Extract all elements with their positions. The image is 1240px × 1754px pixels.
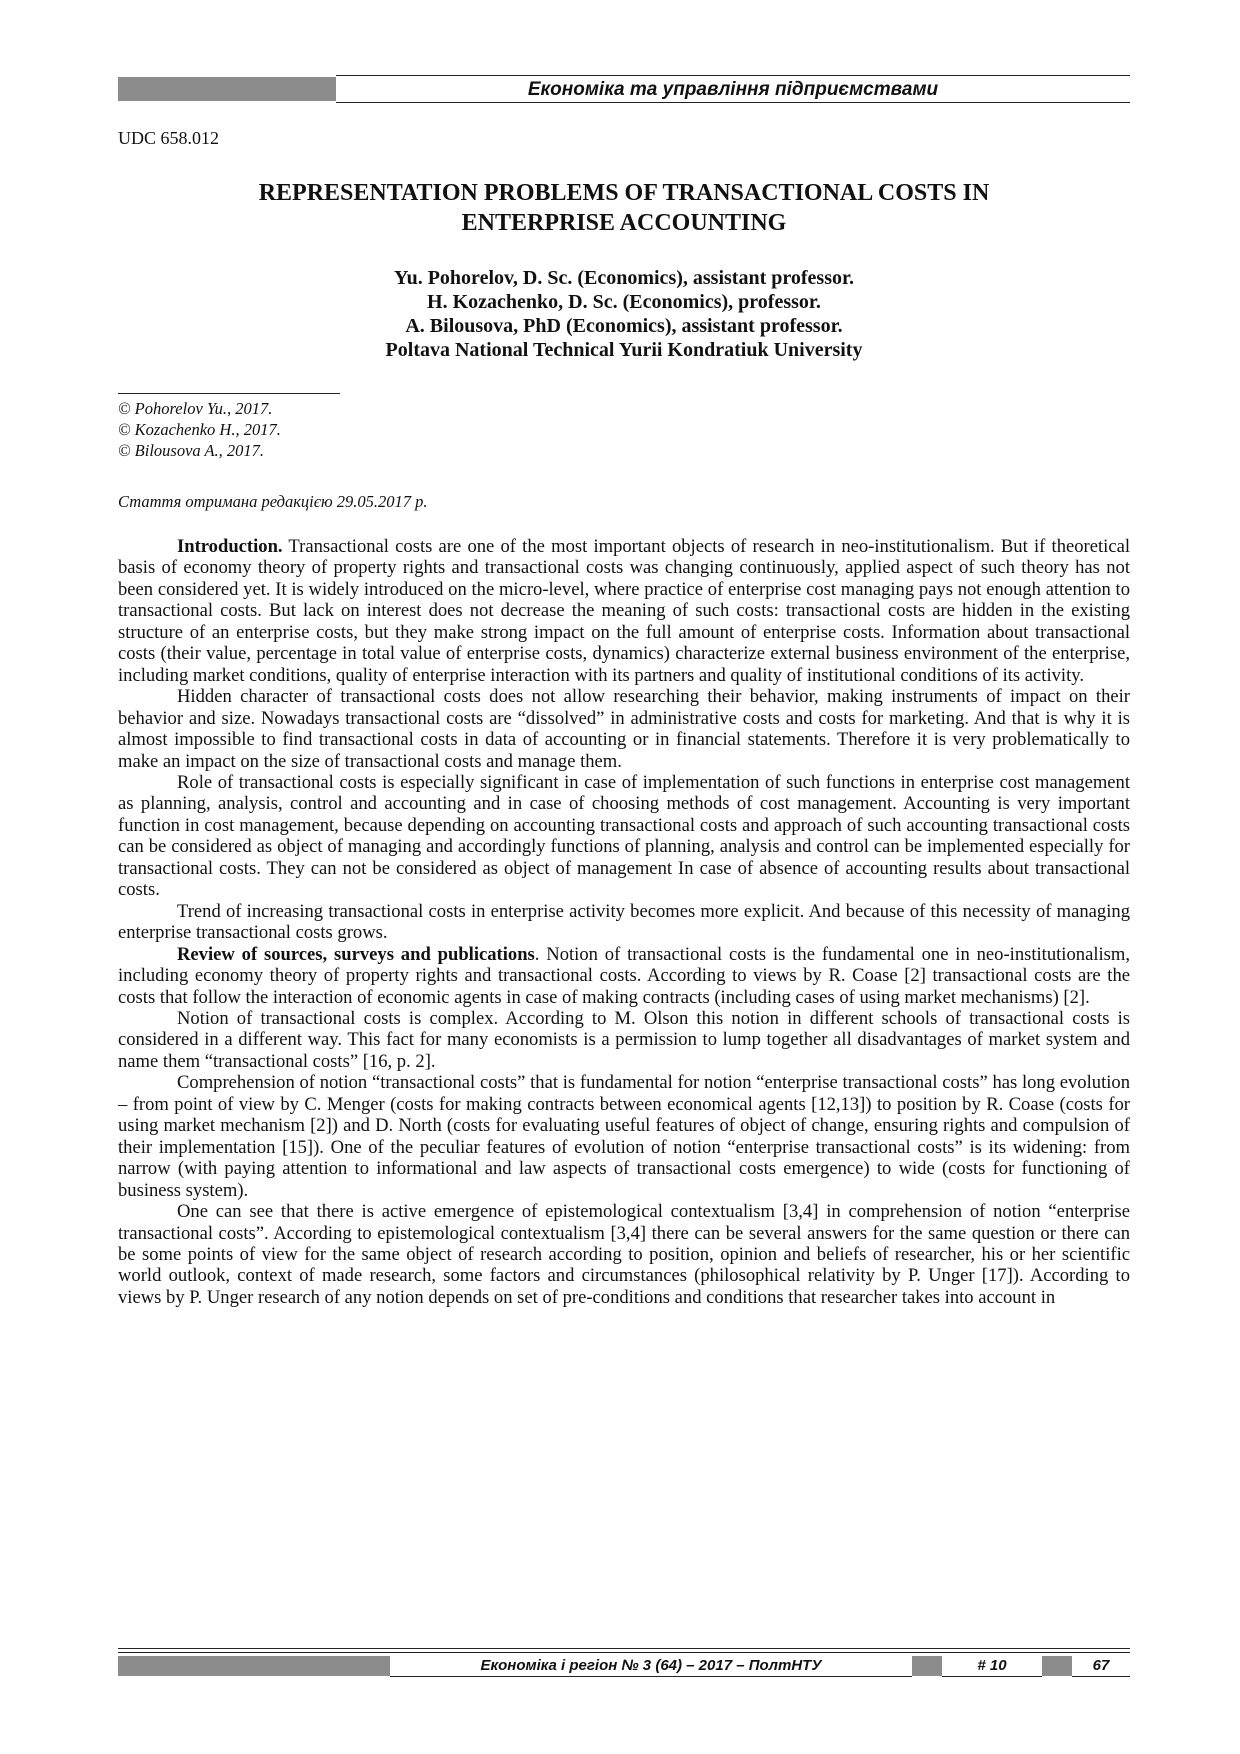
journal-section-title: Економіка та управління підприємствами [527,79,939,100]
footer-rule-2 [118,1652,1130,1653]
paragraph: One can see that there is active emergence of epistemological contextualism [3,4] in comprehension of notion “enterprise transactional costs”. According to epistemological contextualism [3,4] there can be several answers for the same question or there can be some points of view for the same object of research according to position, opinion and beliefs of researcher, his or her scientific world outlook, context of made research, some factors and circumstances (philosophical relativity by P. Unger [17]). According to views by P. Unger research of any notion depends on set of pre-conditions and conditions that researcher takes into account in [118,1201,1130,1308]
paragraph: Role of transactional costs is especially significant in case of implementation of such functions in enterprise cost management as planning, analysis, control and accounting and in case of choosing methods of cost management. Accounting is very important function in cost management, because depending on accounting transactional costs and approach of such accounting transactional costs can be considered as object of managing and accordingly functions of planning, analysis and control can be implemented especially for transactional costs. They can not be considered as object of management In case of absence of accounting results about transactional costs. [118,771,1130,901]
article-title-line-1: REPRESENTATION PROBLEMS OF TRANSACTIONAL COSTS IN [258,180,990,206]
paragraph: Notion of transactional costs is complex. According to M. Olson this notion in different schools of transactional costs is considered in a different way. This fact for many economists is a permission to lump together all disadvantages of market system and name them “transactional costs” [16, p. 2]. [118,1007,1130,1072]
udc-code: UDC 658.012 [118,128,220,148]
header-rule-bottom [336,102,1130,103]
review-heading: Review of sources, surveys and publications [177,943,535,965]
page-number: 67 [1072,1656,1130,1677]
running-footer [118,1648,1130,1676]
footer-journal: Економіка і регіон № 3 (64) – 2017 – ПолтНТУ [390,1656,912,1677]
introduction-heading: Introduction. [177,536,283,557]
footer-gray-block [912,1656,942,1676]
header-rule [336,75,1130,76]
author-line: A. Bilousova, PhD (Economics), assistant professor. [405,315,843,337]
header-gray-block [118,77,336,101]
copyright-line: © Kozachenko H., 2017. [118,420,281,439]
copyright-line: © Bilousova A., 2017. [118,441,265,460]
paragraph-introduction: Introduction. Transactional costs are one of the most important objects of research in neo-institutionalism. But if theoretical basis of economy theory of property rights and transactional costs was changing continuously, applied aspect of such theory has not been considered yet. It is widely introduced on the micro-level, where practice of enterprise cost managing pays not enough attention to transactional costs. But lack on interest does not decrease the meaning of such costs: transactional costs are hidden in the existing structure of an enterprise costs, but they make strong impact on the full amount of enterprise costs. Information about transactional costs (their value, percentage in total value of enterprise costs, dynamics) characterize external business environment of the enterprise, including market conditions, quality of enterprise interaction with its partners and quality of institutional conditions of its activity. [118,536,1130,686]
article-body [118,536,1130,1308]
article-title-line-2: ENTERPRISE ACCOUNTING [461,210,787,236]
article-title [118,178,1130,238]
received-date: Стаття отримана редакцією 29.05.2017 р. [118,492,428,511]
author-line: H. Kozachenko, D. Sc. (Economics), professor. [427,291,821,313]
affiliation: Poltava National Technical Yurii Kondratiuk University [385,339,863,361]
paragraph: Trend of increasing transactional costs in enterprise activity becomes more explicit. And because of this necessity of managing enterprise transactional costs grows. [118,900,1130,944]
running-header [118,73,1130,107]
footer-gray-block [118,1656,390,1676]
copyright-block [118,398,281,461]
paragraph: Comprehension of notion “transactional costs” that is fundamental for notion “enterprise transactional costs” has long evolution – from point of view by C. Menger (costs for making contracts between economical agents [12,13]) to position by R. Coase (costs for using market mechanism [2]) and D. North (costs for evaluating useful features of object of change, ensuring rights and compulsion of their implementation [15]). One of the peculiar features of evolution of notion “enterprise transactional costs” is its widening: from narrow (with paying attention to informational and law aspects of transactional costs emergence) to wide (costs for functioning of business system). [118,1072,1130,1201]
footer-gray-block [1042,1656,1072,1676]
author-block [118,266,1130,362]
paragraph-review: Review of sources, surveys and publications. Notion of transactional costs is the fundamental one in neo-institutionalism, including economy theory of property rights and transactional costs. According to views by R. Coase [2] transactional costs are the costs that follow the interaction of economic agents in case of making contracts (including cases of using market mechanisms) [2]. [118,943,1131,1008]
copyright-line: © Pohorelov Yu., 2017. [118,399,273,418]
copyright-rule [118,393,340,394]
footer-rule [118,1648,1130,1649]
paragraph: Hidden character of transactional costs does not allow researching their behavior, making instruments of impact on their behavior and size. Nowadays transactional costs are “dissolved” in administrative costs and costs for marketing. And that is why it is almost impossible to find transactional costs in data of accounting or in financial statements. Therefore it is very problematically to make an impact on the size of transactional costs and manage them. [118,686,1130,772]
author-line: Yu. Pohorelov, D. Sc. (Economics), assistant professor. [393,267,855,289]
footer-issue: # 10 [942,1656,1042,1677]
